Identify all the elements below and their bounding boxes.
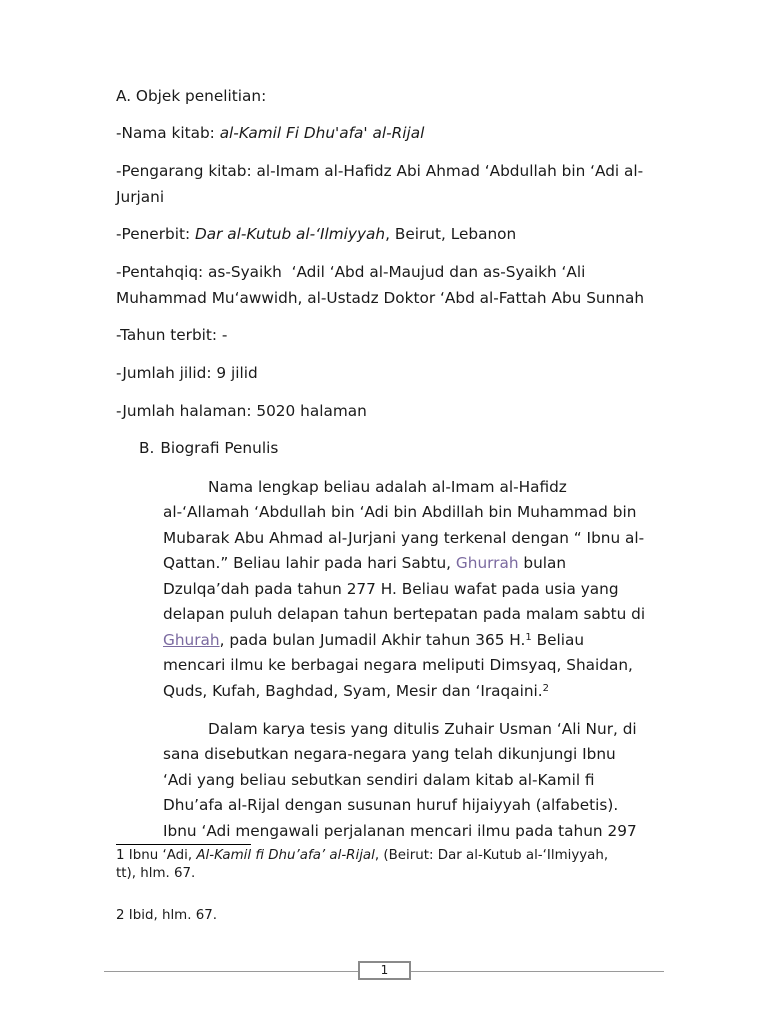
footnote-ref-1[interactable]: 1 [525, 632, 532, 643]
penerbit-line [116, 224, 516, 244]
nama-kitab-value: al-Kamil Fi Dhu'afa' al-Rijal [219, 124, 425, 142]
fn1-text-b: , (Beirut: Dar al-Kutub al-‘Ilmiyyah, [374, 848, 609, 863]
pengarang-line-1: -Pengarang kitab: al-Imam al-Hafidz Abi Ahmad ‘Abdullah bin ‘Adi al- [116, 162, 644, 180]
paragraph-1-line-1: Nama lengkap beliau adalah al-Imam al-Hafidz [208, 478, 567, 496]
paragraph-1-line-3: Mubarak Abu Ahmad al-Jurjani yang terkenal dengan “ Ibnu al- [163, 529, 645, 547]
paragraph-2-line-5: Ibnu ‘Adi mengawali perjalanan mencari ilmu pada tahun 297 [163, 822, 637, 840]
penerbit-location: , Beirut, Lebanon [385, 225, 517, 243]
section-b-heading [139, 438, 278, 458]
nama-kitab-label: -Nama kitab: [116, 124, 220, 142]
footnote-ref-2[interactable]: 2 [542, 683, 550, 694]
paragraph-1-line-4 [163, 553, 566, 573]
paragraph-1-line-6: delapan puluh delapan tahun bertepatan pada malam sabtu di [163, 605, 646, 623]
fn1-text-a: 1 Ibnu ‘Adi, [116, 848, 197, 863]
footnote-2: 2 Ibid, hlm. 67. [116, 908, 218, 923]
pentahqiq-line-1: -Pentahqiq: as-Syaikh ‘Adil ‘Abd al-Maujud dan as-Syaikh ‘Ali [116, 263, 586, 281]
p1-l9-text: Quds, Kufah, Baghdad, Syam, Mesir dan ‘Iraqaini. [163, 682, 543, 700]
tahun-terbit: -Tahun terbit: - [116, 326, 228, 344]
ghurrah-link[interactable]: Ghurrah [455, 554, 519, 572]
paragraph-2-line-3: ‘Adi yang beliau sebutkan sendiri dalam kitab al-Kamil fi [163, 771, 595, 789]
paragraph-1-line-2: al-‘Allamah ‘Abdullah bin ‘Adi bin Abdillah bin Muhammad bin [163, 503, 637, 521]
pentahqiq-line-2: Muhammad Mu‘awwidh, al-Ustadz Doktor ‘Abd al-Fattah Abu Sunnah [116, 289, 645, 307]
paragraph-2-line-1: Dalam karya tesis yang ditulis Zuhair Usman ‘Ali Nur, di [208, 720, 637, 738]
nama-kitab-line [116, 123, 424, 143]
p1-l7-text-b: Beliau [531, 631, 585, 649]
jumlah-halaman: -Jumlah halaman: 5020 halaman [116, 402, 367, 420]
footnote-1-line-1 [116, 847, 608, 865]
paragraph-1-line-7 [163, 630, 584, 650]
jumlah-jilid: -Jumlah jilid: 9 jilid [116, 364, 258, 382]
ghurah-link[interactable]: Ghurah [163, 631, 220, 649]
paragraph-2-line-4: Dhu’afa al-Rijal dengan susunan huruf hijaiyyah (alfabetis). [163, 796, 619, 814]
paragraph-1-line-5: Dzulqa’dah pada tahun 277 H. Beliau wafat pada usia yang [163, 580, 619, 598]
paragraph-1-line-9 [163, 681, 549, 701]
pengarang-line-2: Jurjani [116, 188, 165, 206]
paragraph-1-line-8: mencari ilmu ke berbagai negara meliputi Dimsyaq, Shaidan, [163, 656, 633, 674]
page-number: 1 [380, 963, 389, 977]
p1-l4-text-b: bulan [518, 554, 567, 572]
page-number-box [358, 961, 411, 980]
p1-l4-text-a: Qattan.” Beliau lahir pada hari Sabtu, [163, 554, 456, 572]
footnote-separator [116, 844, 251, 845]
section-b-title: Biografi Penulis [160, 439, 279, 457]
fn1-title: Al-Kamil fi Dhu’afa’ al-Rijal [196, 848, 375, 863]
paragraph-2-line-2: sana disebutkan negara-negara yang telah dikunjungi Ibnu [163, 745, 616, 763]
penerbit-label: -Penerbit: [116, 225, 195, 243]
penerbit-name: Dar al-Kutub al-‘Ilmiyyah [194, 225, 386, 243]
section-b-marker: B. [139, 439, 155, 457]
footnote-1-line-2: tt), hlm. 67. [116, 866, 196, 881]
p1-l7-text-a: , pada bulan Jumadil Akhir tahun 365 H. [219, 631, 526, 649]
section-a-heading: A. Objek penelitian: [116, 87, 267, 105]
